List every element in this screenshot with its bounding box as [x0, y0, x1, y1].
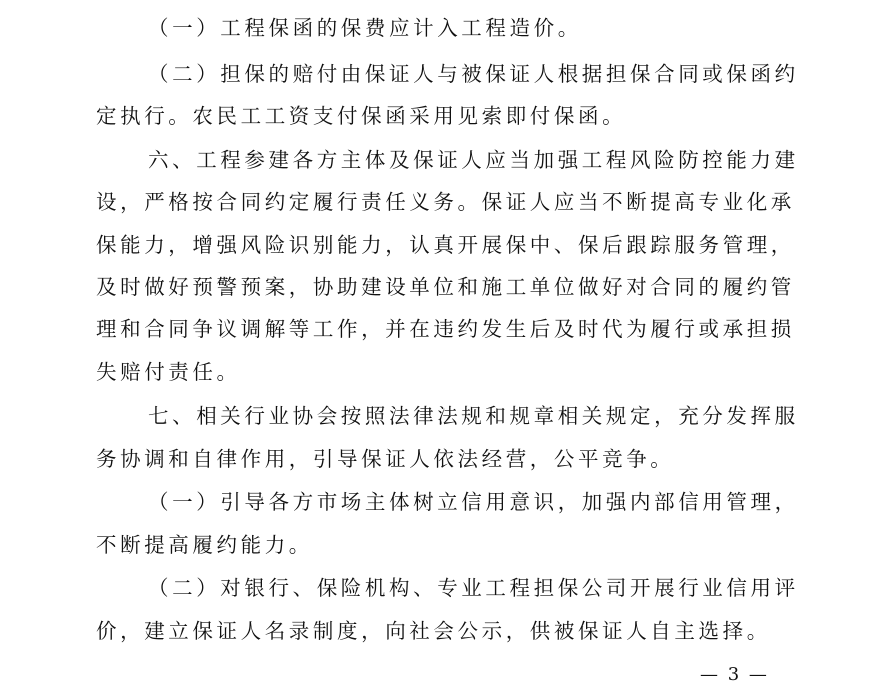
text-line: （二）担保的赔付由保证人与被保证人根据担保合同或保函约 — [148, 62, 799, 86]
text-line: 不断提高履约能力。 — [96, 533, 313, 557]
text-line: 务协调和自律作用，引导保证人依法经营，公平竞争。 — [96, 447, 675, 471]
text-line: 七、相关行业协会按照法律法规和规章相关规定，充分发挥服 — [148, 404, 799, 428]
text-line: （一）引导各方市场主体树立信用意识，加强内部信用管理， — [148, 490, 799, 514]
text-line: 价，建立保证人名录制度，向社会公示，供被保证人自主选择。 — [96, 619, 771, 643]
page-number: — 3 — — [700, 664, 769, 685]
text-line: 理和合同争议调解等工作，并在违约发生后及时代为履行或承担损 — [96, 317, 795, 341]
text-line: 及时做好预警预案，协助建设单位和施工单位做好对合同的履约管 — [96, 275, 795, 299]
text-line: 失赔付责任。 — [96, 360, 241, 384]
text-line: 定执行。农民工工资支付保函采用见索即付保函。 — [96, 104, 627, 128]
text-line: 六、工程参建各方主体及保证人应当加强工程风险防控能力建 — [148, 148, 799, 172]
text-line: 保能力，增强风险识别能力，认真开展保中、保后跟踪服务管理， — [96, 233, 795, 257]
text-line: （二）对银行、保险机构、专业工程担保公司开展行业信用评 — [148, 576, 799, 600]
text-line: （一）工程保函的保费应计入工程造价。 — [148, 16, 582, 40]
text-line: 设，严格按合同约定履行责任义务。保证人应当不断提高专业化承 — [96, 190, 795, 214]
